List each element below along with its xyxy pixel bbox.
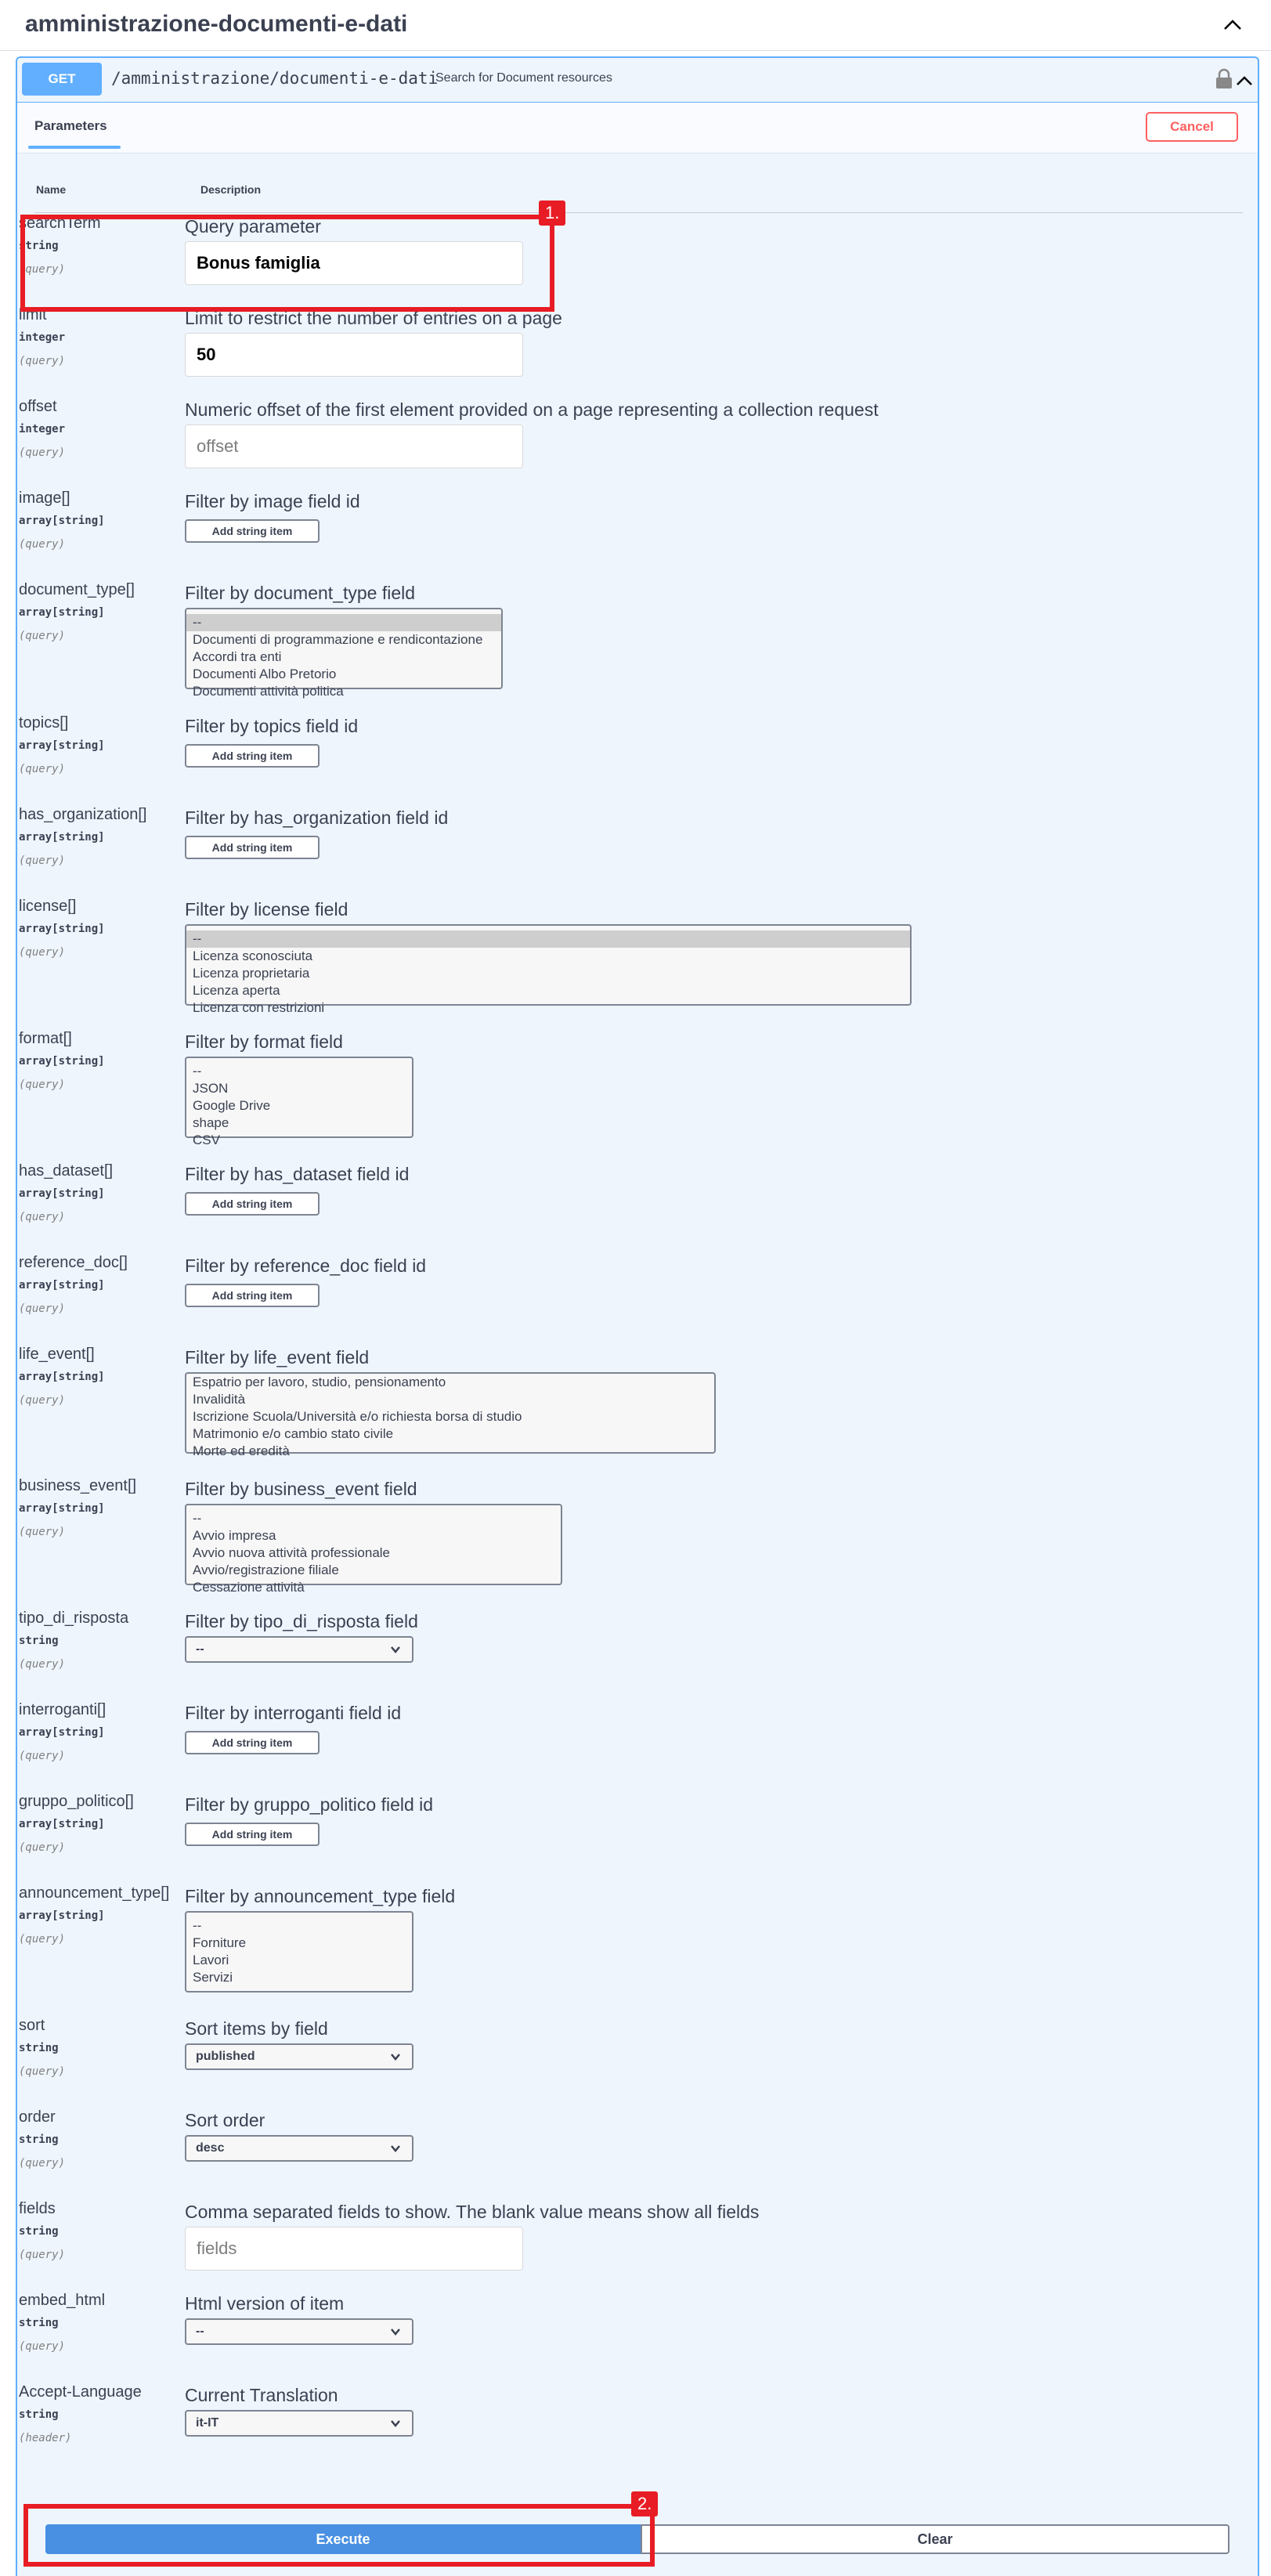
param-location: (query) [19,1302,66,1315]
select-option[interactable]: Accordi tra enti [193,649,282,664]
chevron-down-icon [390,2051,401,2062]
chevron-up-icon[interactable] [1222,14,1244,36]
param-type: array[string] [19,606,105,619]
highlight-badge-1: 1. [539,201,565,226]
param-name: order [19,2108,56,2126]
chevron-down-icon [390,2418,401,2429]
param-type: array[string] [19,1502,105,1515]
param-name: offset [19,398,57,415]
param-name: has_dataset[] [19,1162,114,1180]
select-option[interactable]: Avvio/registrazione filiale [193,1563,339,1577]
param-name: searchTerm [19,215,101,232]
tipo-di-risposta-select[interactable] [185,1636,413,1663]
offset-input[interactable]: offset [185,425,523,468]
param-description: Query parameter [185,216,321,237]
chevron-down-icon [390,2326,401,2337]
select-option[interactable]: Espatrio per lavoro, studio, pensionamento [193,1375,446,1389]
param-name: limit [19,306,47,323]
param-name: interroganti[] [19,1701,107,1718]
searchterm-input[interactable]: Bonus famiglia [185,241,523,285]
param-location: (query) [19,946,66,959]
param-location: (query) [19,854,66,867]
operation-summary[interactable] [17,58,1258,103]
embed-html-select[interactable] [185,2318,413,2345]
param-description: Filter by format field [185,1031,343,1052]
param-description: Filter by interroganti field id [185,1703,402,1723]
select-option[interactable]: JSON [193,1081,229,1096]
param-location: (query) [19,355,66,367]
param-name: business_event[] [19,1477,137,1494]
param-location: (query) [19,630,66,642]
highlight-box-2 [23,2504,655,2567]
select-option[interactable]: Avvio impresa [193,1528,276,1543]
param-type: string [19,2133,59,2146]
param-description: Filter by has_dataset field id [185,1164,410,1184]
param-location: (query) [19,2157,66,2170]
add-string-item-button[interactable]: Add string item [185,1284,320,1307]
select-option[interactable]: Invalidità [193,1392,246,1407]
param-location: (header) [19,2432,72,2444]
param-type: integer [19,423,66,435]
param-type: array[string] [19,831,105,844]
param-name: topics[] [19,714,69,732]
param-description: Current Translation [185,2385,338,2405]
param-name: reference_doc[] [19,1254,128,1271]
select-option[interactable]: Documenti attività politica [193,684,344,699]
param-type: array[string] [19,1371,105,1383]
select-value: -- [196,2325,204,2338]
param-location: (query) [19,2249,66,2261]
param-type: array[string] [19,1279,105,1292]
param-description: Comma separated fields to show. The blank value means show all fields [185,2202,760,2222]
param-name: tipo_di_risposta [19,1610,129,1627]
param-description: Filter by has_organization field id [185,807,449,828]
chevron-down-icon [390,1644,401,1655]
param-location: (query) [19,263,66,276]
life-event-multiselect[interactable] [185,1372,716,1458]
operation-summary-text: Search for Document resources [435,71,612,85]
param-description: Filter by license field [185,899,348,919]
param-location: (query) [19,1394,66,1407]
column-header-description: Description [200,183,262,196]
param-name: sort [19,2017,45,2034]
param-description: Filter by announcement_type field [185,1886,456,1906]
add-string-item-button[interactable]: Add string item [185,1192,320,1216]
param-name: format[] [19,1030,72,1047]
param-type: string [19,240,59,252]
chevron-down-icon [390,2143,401,2154]
param-type: integer [19,331,66,344]
param-type: array[string] [19,515,105,527]
select-option[interactable]: -- [193,1064,202,1078]
announcement-type-multiselect[interactable] [185,1911,413,1993]
param-description: Filter by tipo_di_risposta field [185,1611,418,1631]
fields-input[interactable]: fields [185,2227,523,2271]
param-type: array[string] [19,1187,105,1200]
select-value: it-IT [196,2416,219,2430]
param-name: Accept-Language [19,2383,142,2401]
param-name: fields [19,2200,56,2217]
param-name: document_type[] [19,581,135,598]
param-description: Sort order [185,2110,265,2130]
select-value: -- [196,1642,204,1656]
tag-title: amministrazione-documenti-e-dati [25,11,408,37]
select-option[interactable]: -- [193,1511,202,1526]
param-type: array[string] [19,1818,105,1830]
param-type: string [19,2408,59,2421]
limit-input[interactable]: 50 [185,333,523,377]
select-option[interactable]: Licenza con restrizioni [193,1000,325,1015]
param-type: string [19,2042,59,2054]
select-option[interactable]: Cessazione attività [193,1580,305,1595]
operation-path: /amministrazione/documenti-e-dati [111,69,439,88]
select-option[interactable]: Licenza aperta [193,983,280,998]
select-option[interactable]: -- [186,614,501,631]
format-multiselect[interactable] [185,1057,413,1147]
clear-button[interactable]: Clear [641,2524,1229,2554]
param-description: Filter by document_type field [185,583,416,603]
param-location: (query) [19,1078,66,1091]
param-location: (query) [19,446,66,459]
chevron-up-icon[interactable] [1234,70,1255,91]
param-description: Html version of item [185,2293,345,2314]
lock-icon[interactable] [1215,69,1233,89]
param-location: (query) [19,2065,66,2078]
document-type-multiselect[interactable] [185,608,503,699]
param-location: (query) [19,1841,66,1854]
sort-select[interactable] [185,2043,413,2070]
select-value: published [196,2050,255,2063]
select-option[interactable]: -- [186,930,910,948]
select-value: desc [196,2141,225,2155]
param-description: Limit to restrict the number of entries on a page [185,308,562,328]
select-option[interactable]: Morte ed eredità [193,1443,290,1458]
param-type: array[string] [19,739,105,752]
param-name: embed_html [19,2292,106,2309]
param-name: license[] [19,898,77,915]
select-option[interactable]: Avvio nuova attività professionale [193,1545,391,1560]
highlight-box-1 [20,215,554,312]
param-type: string [19,2317,59,2329]
select-option[interactable]: CSV [193,1133,220,1147]
param-type: array[string] [19,923,105,935]
parameters-header [17,103,1258,154]
param-description: Filter by business_event field [185,1479,417,1499]
param-name: gruppo_politico[] [19,1793,134,1810]
add-string-item-button[interactable]: Add string item [185,836,320,859]
order-select[interactable] [185,2135,413,2162]
accept-language-select[interactable] [185,2410,413,2437]
param-location: (query) [19,1211,66,1223]
param-location: (query) [19,538,66,551]
param-location: (query) [19,763,66,775]
param-location: (query) [19,1658,66,1671]
param-description: Filter by topics field id [185,716,359,736]
select-option[interactable]: shape [193,1115,229,1130]
param-type: array[string] [19,1055,105,1068]
column-header-name: Name [36,183,67,196]
add-string-item-button[interactable]: Add string item [185,744,320,768]
tab-parameters[interactable]: Parameters [34,118,107,133]
param-type: string [19,2225,59,2238]
param-description: Numeric offset of the first element provided on a page representing a collection request [185,399,879,420]
select-option[interactable]: Google Drive [193,1098,271,1113]
tag-header[interactable] [0,0,1271,51]
param-location: (query) [19,1526,66,1538]
param-name: has_organization[] [19,806,147,823]
select-option[interactable]: Documenti di programmazione e rendicontazione [193,632,483,647]
param-description: Filter by life_event field [185,1347,370,1367]
param-name: life_event[] [19,1346,95,1363]
select-option[interactable]: Lavori [193,1953,229,1967]
param-type: array[string] [19,1909,105,1922]
license-multiselect[interactable] [185,924,912,1015]
cancel-button[interactable]: Cancel [1146,112,1238,142]
param-location: (query) [19,1933,66,1946]
select-option[interactable]: -- [193,1918,202,1933]
param-location: (query) [19,1750,66,1762]
tab-active-indicator [28,146,121,149]
param-description: Filter by reference_doc field id [185,1255,427,1276]
select-option[interactable]: Documenti Albo Pretorio [193,667,337,681]
param-location: (query) [19,2340,66,2353]
select-option[interactable]: Forniture [193,1935,247,1950]
param-name: image[] [19,490,70,507]
param-type: array[string] [19,1726,105,1739]
param-description: Filter by gruppo_politico field id [185,1794,434,1815]
business-event-multiselect[interactable] [185,1504,562,1595]
param-name: announcement_type[] [19,1884,170,1902]
select-option[interactable]: Iscrizione Scuola/Università e/o richiesta borsa di studio [193,1409,522,1424]
param-description: Sort items by field [185,2018,328,2039]
add-string-item-button[interactable]: Add string item [185,1823,320,1846]
execute-button[interactable]: Execute [45,2524,641,2554]
add-string-item-button[interactable]: Add string item [185,519,320,543]
param-type: string [19,1635,59,1647]
select-option[interactable]: Licenza proprietaria [193,966,310,981]
select-option[interactable]: Servizi [193,1970,233,1985]
highlight-badge-2: 2. [631,2491,658,2516]
add-string-item-button[interactable]: Add string item [185,1731,320,1754]
param-description: Filter by image field id [185,491,360,511]
method-badge: GET [22,63,102,96]
divider [34,212,1243,213]
select-option[interactable]: Licenza sconosciuta [193,948,313,963]
select-option[interactable]: Matrimonio e/o cambio stato civile [193,1426,394,1441]
